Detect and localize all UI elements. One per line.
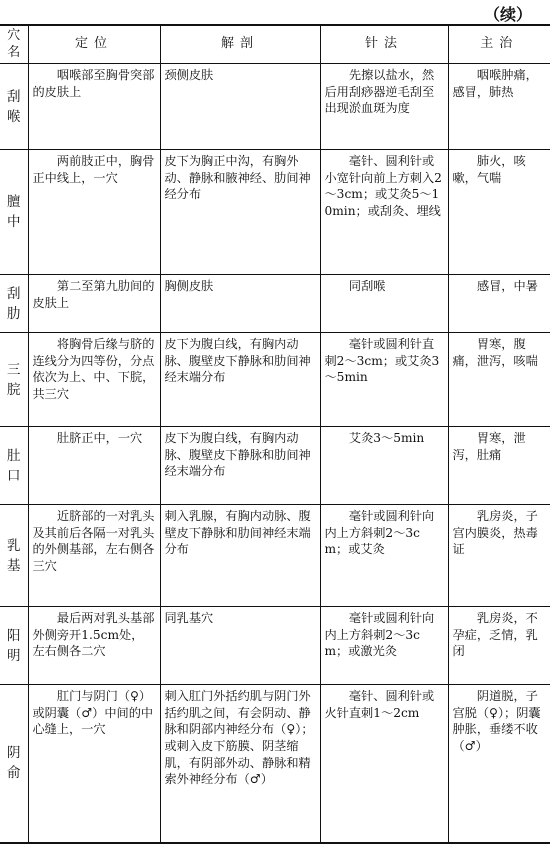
header-method: 针法 [320, 25, 448, 64]
acupoint-method: 毫针或圆利针直刺2～3cm；或艾灸3～5min [320, 333, 448, 427]
table-row [0, 607, 550, 685]
acupoint-location: 肚脐正中，一穴 [28, 427, 160, 505]
acupoint-name: 乳基 [0, 505, 28, 607]
table-row [0, 427, 550, 505]
acupoint-name: 肚口 [0, 427, 28, 505]
acupoint-location: 两前肢正中，胸骨正中线上，一穴 [28, 150, 160, 275]
acupoint-method: 毫针或圆利针向内上方斜刺2～3cm；或激光灸 [320, 607, 448, 685]
acupoint-anatomy: 皮下为腹白线，有胸内动脉、腹壁皮下静脉和肋间神经末端分布 [160, 427, 320, 505]
table-row [0, 64, 550, 150]
continued-label: （续） [483, 5, 532, 24]
acupoint-indication: 感冒，中暑 [448, 275, 550, 333]
acupoint-indication: 乳房炎，子宫内膜炎，热毒证 [448, 505, 550, 607]
acupoint-anatomy: 刺入肛门外括约肌与阴门外括约肌之间，有会阴动、静脉和阴部内神经分布（♀）；或刺入皮下筋膜、阴茎缩肌，有阴部外动、静脉和精索外神经分布（♂） [160, 685, 320, 843]
acupoint-method: 先擦以盐水，然后用刮痧器逆毛刮至出现淤血斑为度 [320, 64, 448, 150]
acupoint-location: 肛门与阴门（♀）或阴囊（♂）中间的中心缝上，一穴 [28, 685, 160, 843]
acupoint-method: 毫针、圆利针或火针直刺1～2cm [320, 685, 448, 843]
acupoint-location: 第二至第九肋间的皮肤上 [28, 275, 160, 333]
acupoint-anatomy: 皮下为腹白线，有胸内动脉、腹壁皮下静脉和肋间神经末端分布 [160, 333, 320, 427]
table-row [0, 685, 550, 843]
acupoint-location: 最后两对乳头基部外侧旁开1.5cm处，左右侧各二穴 [28, 607, 160, 685]
acupoint-name: 三脘 [0, 333, 28, 427]
table-row [0, 333, 550, 427]
table-header-row [0, 25, 550, 64]
header-location: 定位 [28, 25, 160, 64]
acupoint-name: 阴俞 [0, 685, 28, 843]
acupoint-indication: 乳房炎，不孕症，乏情，乳闭 [448, 607, 550, 685]
acupoint-method: 同刮喉 [320, 275, 448, 333]
acupoint-indication: 咽喉肿痛，感冒，肺热 [448, 64, 550, 150]
acupoint-location: 将胸骨后缘与脐的连线分为四等份，分点依次为上、中、下脘，共三穴 [28, 333, 160, 427]
acupoint-anatomy: 颈侧皮肤 [160, 64, 320, 150]
acupoint-anatomy: 皮下为胸正中沟，有胸外动、静脉和腋神经、肋间神经分布 [160, 150, 320, 275]
acupoint-name: 刮喉 [0, 64, 28, 150]
acupoint-indication: 肺火，咳嗽，气喘 [448, 150, 550, 275]
acupoint-anatomy: 刺入乳腺，有胸内动脉、腹壁皮下静脉和肋间神经末端分布 [160, 505, 320, 607]
acupoint-anatomy: 同乳基穴 [160, 607, 320, 685]
table-row [0, 275, 550, 333]
acupoint-anatomy: 胸侧皮肤 [160, 275, 320, 333]
acupoint-location: 咽喉部至胸骨突部的皮肤上 [28, 64, 160, 150]
acupoint-name: 膻中 [0, 150, 28, 275]
acupoint-indication: 胃寒，泄泻，肚痛 [448, 427, 550, 505]
acupoint-name: 刮肋 [0, 275, 28, 333]
table-row [0, 150, 550, 275]
acupoint-name: 阳明 [0, 607, 28, 685]
acupoint-table [0, 24, 550, 844]
acupoint-indication: 阴道脱，子宫脱（♀）；阴囊肿胀，垂缕不收（♂） [448, 685, 550, 843]
acupoint-method: 毫针或圆利针向内上方斜刺2～3cm；或艾灸 [320, 505, 448, 607]
acupoint-method: 毫针、圆利针或小宽针向前上方刺入2～3cm；或艾灸5～10min；或刮灸、埋线 [320, 150, 448, 275]
acupoint-location: 近脐部的一对乳头及其前后各隔一对乳头的外侧基部，左右侧各三穴 [28, 505, 160, 607]
header-anatomy: 解剖 [160, 25, 320, 64]
acupoint-indication: 胃寒，腹痛，泄泻，咳喘 [448, 333, 550, 427]
header-name: 穴名 [0, 25, 28, 64]
table-row [0, 505, 550, 607]
header-indication: 主治 [448, 25, 550, 64]
acupoint-method: 艾灸3～5min [320, 427, 448, 505]
